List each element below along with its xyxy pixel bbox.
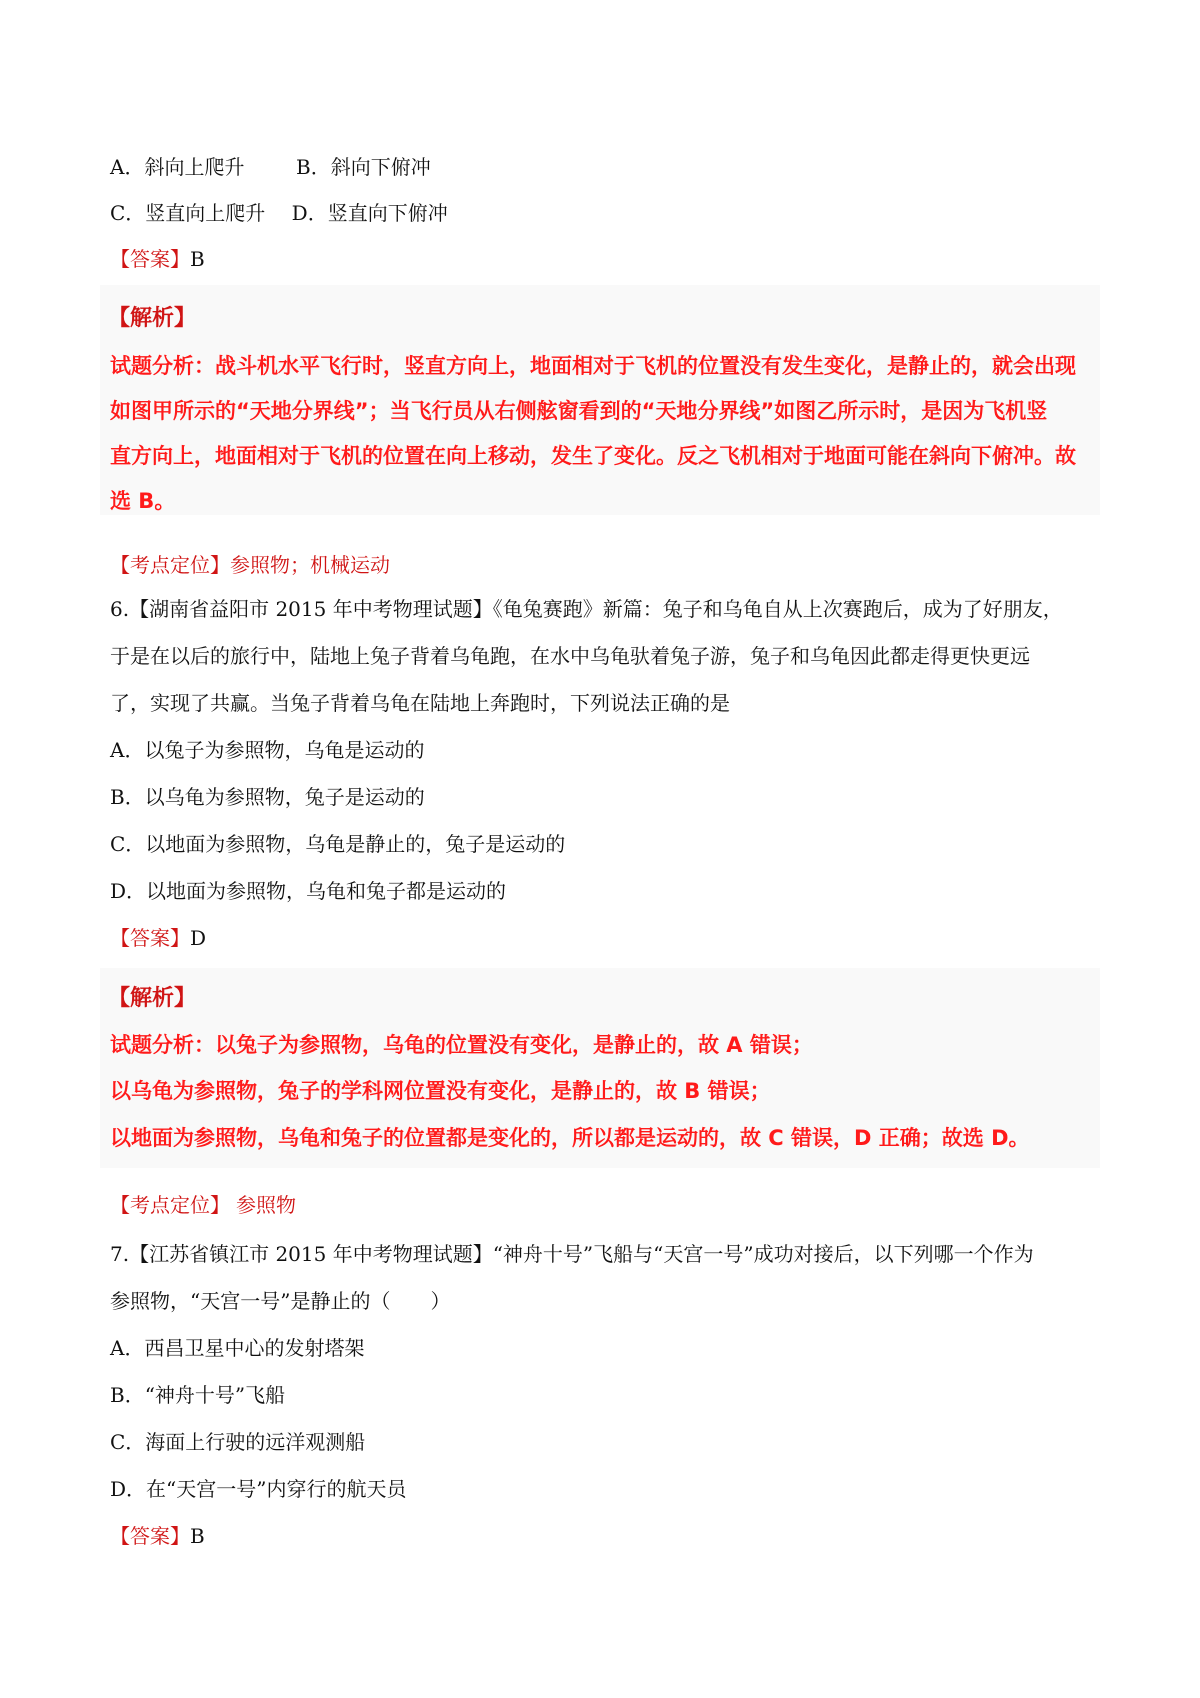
q5-option-b: B．斜向下俯冲 (296, 155, 431, 179)
q6-answer-tag: 【答案】 (110, 926, 190, 950)
q5-keypoint-tag: 【考点定位】 (110, 553, 230, 577)
q6-stem-line-2: 于是在以后的旅行中，陆地上兔子背着乌龟跑，在水中乌龟驮着兔子游，兔子和乌龟因此都走得更快更远 (110, 644, 1030, 668)
q6-answer (110, 924, 206, 952)
q5-options-row-2 (110, 199, 448, 227)
q5-analysis-line-3: 直方向上，地面相对于飞机的位置在向上移动，发生了变化。反之飞机相对于地面可能在斜向下俯冲。故 (110, 444, 1076, 468)
q5-answer-tag: 【答案】 (110, 247, 190, 271)
q7-option-a: A．西昌卫星中心的发射塔架 (110, 1336, 365, 1360)
q6-keypoint-tag: 【考点定位】 (110, 1193, 230, 1217)
q5-answer (110, 245, 205, 273)
q7-option-c: C．海面上行驶的远洋观测船 (110, 1430, 366, 1454)
q7-answer-value: B (190, 1524, 205, 1548)
q6-stem-line-1: 6.【湖南省益阳市 2015 年中考物理试题】《龟兔赛跑》新篇：兔子和乌龟自从上次赛跑后，成为了好朋友， (110, 597, 1063, 621)
q7-stem-line-1: 7.【江苏省镇江市 2015 年中考物理试题】“神舟十号”飞船与“天宫一号”成功对接后，以下列哪一个作为 (110, 1242, 1034, 1266)
q5-analysis-line-1: 试题分析：战斗机水平飞行时，竖直方向上，地面相对于飞机的位置没有发生变化，是静止的，就会出现 (110, 354, 1076, 378)
q7-answer-tag: 【答案】 (110, 1524, 190, 1548)
q7-stem-line-2: 参照物，“天宫一号”是静止的（ ） (110, 1289, 451, 1313)
q6-analysis-line-3: 以地面为参照物，乌龟和兔子的位置都是变化的，所以都是运动的，故 C 错误，D 正确；故选 D。 (110, 1126, 1030, 1150)
q5-analysis-line-4: 选 B。 (110, 489, 176, 513)
q6-analysis-tag: 【解析】 (108, 986, 197, 1011)
q6-analysis-line-1: 试题分析：以兔子为参照物，乌龟的位置没有变化，是静止的，故 A 错误； (110, 1033, 813, 1057)
q5-analysis-tag: 【解析】 (108, 306, 197, 331)
q5-answer-value: B (190, 247, 205, 271)
q6-keypoint-value: 参照物 (236, 1193, 296, 1217)
q5-option-d: D．竖直向下俯冲 (291, 201, 448, 225)
q5-keypoint-value: 参照物；机械运动 (230, 553, 390, 577)
q6-answer-value: D (190, 926, 207, 950)
q6-option-a: A．以兔子为参照物，乌龟是运动的 (110, 738, 425, 762)
q5-analysis-line-2: 如图甲所示的“天地分界线”；当飞行员从右侧舷窗看到的“天地分界线”如图乙所示时，是因为飞机竖 (110, 399, 1048, 423)
q5-options-row-1 (110, 153, 431, 181)
q6-keypoint (110, 1191, 296, 1219)
q7-option-b: B．“神舟十号”飞船 (110, 1383, 286, 1407)
q6-option-d: D．以地面为参照物，乌龟和兔子都是运动的 (110, 879, 507, 903)
q6-option-b: B．以乌龟为参照物，兔子是运动的 (110, 785, 425, 809)
q7-answer (110, 1522, 205, 1550)
q5-option-a: A．斜向上爬升 (110, 155, 245, 179)
q6-option-c: C．以地面为参照物，乌龟是静止的，兔子是运动的 (110, 832, 566, 856)
q6-analysis-line-2: 以乌龟为参照物，兔子的学科网位置没有变化，是静止的，故 B 错误； (110, 1079, 771, 1103)
q7-option-d: D．在“天宫一号”内穿行的航天员 (110, 1477, 407, 1501)
q5-keypoint (110, 551, 390, 579)
q5-option-c: C．竖直向上爬升 (110, 201, 266, 225)
q6-stem-line-3: 了，实现了共赢。当兔子背着乌龟在陆地上奔跑时，下列说法正确的是 (110, 691, 730, 715)
